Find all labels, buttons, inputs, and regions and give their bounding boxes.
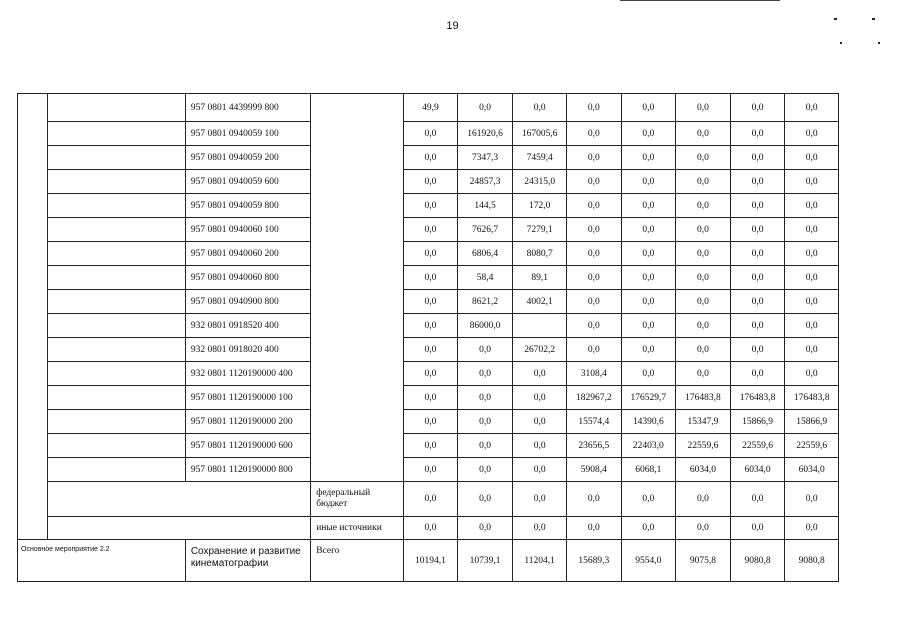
description-cell bbox=[48, 194, 186, 218]
measure-cell bbox=[18, 94, 48, 540]
description-cell bbox=[48, 410, 186, 434]
value-cell: 0,0 bbox=[621, 362, 676, 386]
value-cell: 0,0 bbox=[566, 218, 621, 242]
value-cell: 0,0 bbox=[404, 242, 458, 266]
value-cell: 6034,0 bbox=[730, 458, 785, 482]
description-cell bbox=[48, 94, 186, 122]
value-cell: 176483,8 bbox=[676, 386, 731, 410]
value-cell: 8080,7 bbox=[513, 242, 567, 266]
value-cell: 7347,3 bbox=[457, 146, 513, 170]
table-row bbox=[18, 386, 839, 410]
value-cell: 0,0 bbox=[566, 170, 621, 194]
value-cell: 0,0 bbox=[730, 146, 785, 170]
value-cell: 0,0 bbox=[566, 290, 621, 314]
value-cell: 15689,3 bbox=[566, 540, 621, 582]
value-cell: 161920,6 bbox=[457, 122, 513, 146]
funding-source-cell: иные источники bbox=[311, 517, 404, 540]
value-cell: 0,0 bbox=[566, 517, 621, 540]
value-cell: 0,0 bbox=[404, 386, 458, 410]
description-cell: Сохранение и развитие кинематографии bbox=[185, 540, 310, 582]
value-cell: 0,0 bbox=[404, 458, 458, 482]
value-cell: 10739,1 bbox=[457, 540, 513, 582]
value-cell: 0,0 bbox=[404, 482, 458, 517]
value-cell: 0,0 bbox=[621, 314, 676, 338]
value-cell: 7279,1 bbox=[513, 218, 567, 242]
measure-label-cell: Основное мероприятие 2.2 bbox=[18, 540, 186, 582]
description-cell bbox=[48, 434, 186, 458]
value-cell: 0,0 bbox=[730, 517, 785, 540]
value-cell: 0,0 bbox=[621, 517, 676, 540]
value-cell: 8621,2 bbox=[457, 290, 513, 314]
value-cell: 6034,0 bbox=[676, 458, 731, 482]
budget-code-cell: 932 0801 0918520 400 bbox=[185, 314, 310, 338]
description-cell bbox=[48, 242, 186, 266]
value-cell: 0,0 bbox=[404, 170, 458, 194]
table-row bbox=[18, 290, 839, 314]
value-cell: 0,0 bbox=[730, 290, 785, 314]
value-cell: 0,0 bbox=[730, 94, 785, 122]
value-cell: 176483,8 bbox=[785, 386, 839, 410]
value-cell: 0,0 bbox=[621, 482, 676, 517]
description-cell bbox=[48, 170, 186, 194]
value-cell: 24857,3 bbox=[457, 170, 513, 194]
value-cell: 0,0 bbox=[457, 94, 513, 122]
value-cell: 0,0 bbox=[785, 194, 839, 218]
value-cell: 0,0 bbox=[730, 242, 785, 266]
value-cell: 0,0 bbox=[676, 362, 731, 386]
value-cell: 0,0 bbox=[676, 146, 731, 170]
value-cell: 0,0 bbox=[513, 517, 567, 540]
value-cell: 0,0 bbox=[457, 458, 513, 482]
budget-table bbox=[17, 93, 839, 582]
description-cell bbox=[48, 338, 186, 362]
value-cell: 0,0 bbox=[404, 266, 458, 290]
value-cell: 176483,8 bbox=[730, 386, 785, 410]
description-cell bbox=[48, 517, 311, 540]
funding-source-cell: Всего bbox=[311, 540, 404, 582]
value-cell: 0,0 bbox=[676, 218, 731, 242]
value-cell: 0,0 bbox=[457, 386, 513, 410]
value-cell: 0,0 bbox=[566, 266, 621, 290]
value-cell: 0,0 bbox=[621, 122, 676, 146]
value-cell: 0,0 bbox=[676, 266, 731, 290]
table-row bbox=[18, 266, 839, 290]
budget-code-cell: 932 0801 1120190000 400 bbox=[185, 362, 310, 386]
budget-code-cell: 957 0801 0940060 200 bbox=[185, 242, 310, 266]
value-cell: 0,0 bbox=[621, 94, 676, 122]
value-cell: 0,0 bbox=[730, 218, 785, 242]
value-cell: 0,0 bbox=[730, 314, 785, 338]
value-cell: 0,0 bbox=[457, 410, 513, 434]
budget-code-cell: 957 0801 1120190000 100 bbox=[185, 386, 310, 410]
value-cell: 9075,8 bbox=[676, 540, 731, 582]
scan-artifact-line bbox=[620, 0, 780, 3]
funding-source-cell: федеральный бюджет bbox=[311, 482, 404, 517]
value-cell: 0,0 bbox=[621, 266, 676, 290]
value-cell: 24315,0 bbox=[513, 170, 567, 194]
description-cell bbox=[48, 218, 186, 242]
value-cell: 15866,9 bbox=[785, 410, 839, 434]
value-cell: 7459,4 bbox=[513, 146, 567, 170]
value-cell: 0,0 bbox=[730, 194, 785, 218]
value-cell: 0,0 bbox=[621, 242, 676, 266]
value-cell: 4002,1 bbox=[513, 290, 567, 314]
description-cell bbox=[48, 386, 186, 410]
table-row bbox=[18, 218, 839, 242]
value-cell: 7626,7 bbox=[457, 218, 513, 242]
value-cell: 167005,6 bbox=[513, 122, 567, 146]
value-cell: 182967,2 bbox=[566, 386, 621, 410]
budget-code-cell: 957 0801 0940059 800 bbox=[185, 194, 310, 218]
value-cell: 15347,9 bbox=[676, 410, 731, 434]
value-cell: 0,0 bbox=[404, 338, 458, 362]
value-cell: 10194,1 bbox=[404, 540, 458, 582]
value-cell: 0,0 bbox=[621, 170, 676, 194]
value-cell: 0,0 bbox=[566, 242, 621, 266]
value-cell: 0,0 bbox=[513, 434, 567, 458]
table-row bbox=[18, 338, 839, 362]
description-cell bbox=[48, 146, 186, 170]
value-cell: 0,0 bbox=[404, 122, 458, 146]
value-cell: 15574,4 bbox=[566, 410, 621, 434]
value-cell: 6034,0 bbox=[785, 458, 839, 482]
table-row bbox=[18, 517, 839, 540]
value-cell: 6068,1 bbox=[621, 458, 676, 482]
value-cell: 144,5 bbox=[457, 194, 513, 218]
value-cell: 0,0 bbox=[457, 434, 513, 458]
value-cell: 0,0 bbox=[404, 194, 458, 218]
value-cell: 0,0 bbox=[785, 242, 839, 266]
value-cell: 0,0 bbox=[457, 482, 513, 517]
budget-code-cell: 957 0801 0940059 600 bbox=[185, 170, 310, 194]
table-row bbox=[18, 94, 839, 122]
value-cell: 0,0 bbox=[566, 314, 621, 338]
table-row bbox=[18, 146, 839, 170]
value-cell: 172,0 bbox=[513, 194, 567, 218]
scan-artifact-dot bbox=[878, 42, 880, 44]
value-cell: 3108,4 bbox=[566, 362, 621, 386]
value-cell: 0,0 bbox=[621, 146, 676, 170]
value-cell: 0,0 bbox=[676, 94, 731, 122]
table-row bbox=[18, 194, 839, 218]
value-cell: 0,0 bbox=[676, 338, 731, 362]
description-cell bbox=[48, 458, 186, 482]
table-body bbox=[18, 94, 839, 582]
value-cell: 0,0 bbox=[730, 362, 785, 386]
description-cell bbox=[48, 266, 186, 290]
value-cell: 0,0 bbox=[676, 170, 731, 194]
value-cell: 0,0 bbox=[566, 94, 621, 122]
value-cell: 0,0 bbox=[676, 517, 731, 540]
value-cell: 0,0 bbox=[785, 314, 839, 338]
value-cell: 0,0 bbox=[513, 482, 567, 517]
value-cell: 176529,7 bbox=[621, 386, 676, 410]
value-cell: 0,0 bbox=[785, 122, 839, 146]
value-cell: 5908,4 bbox=[566, 458, 621, 482]
value-cell: 0,0 bbox=[513, 386, 567, 410]
value-cell: 9080,8 bbox=[730, 540, 785, 582]
value-cell: 49,9 bbox=[404, 94, 458, 122]
value-cell: 0,0 bbox=[785, 218, 839, 242]
value-cell: 0,0 bbox=[785, 290, 839, 314]
value-cell: 0,0 bbox=[457, 362, 513, 386]
value-cell: 11204,1 bbox=[513, 540, 567, 582]
value-cell: 0,0 bbox=[513, 362, 567, 386]
budget-code-cell: 957 0801 1120190000 200 bbox=[185, 410, 310, 434]
value-cell: 0,0 bbox=[785, 266, 839, 290]
value-cell: 0,0 bbox=[404, 314, 458, 338]
value-cell: 0,0 bbox=[730, 482, 785, 517]
value-cell: 0,0 bbox=[566, 146, 621, 170]
value-cell: 6806,4 bbox=[457, 242, 513, 266]
value-cell: 0,0 bbox=[404, 410, 458, 434]
value-cell: 22559,6 bbox=[785, 434, 839, 458]
budget-code-cell: 957 0801 0940059 200 bbox=[185, 146, 310, 170]
value-cell: 0,0 bbox=[730, 170, 785, 194]
value-cell: 22403,0 bbox=[621, 434, 676, 458]
value-cell: 9554,0 bbox=[621, 540, 676, 582]
value-cell: 0,0 bbox=[621, 338, 676, 362]
value-cell: 58,4 bbox=[457, 266, 513, 290]
value-cell: 0,0 bbox=[785, 517, 839, 540]
table-row bbox=[18, 242, 839, 266]
value-cell: 0,0 bbox=[404, 517, 458, 540]
value-cell: 14390,6 bbox=[621, 410, 676, 434]
value-cell: 86000,0 bbox=[457, 314, 513, 338]
budget-code-cell: 957 0801 0940060 100 bbox=[185, 218, 310, 242]
description-cell bbox=[48, 482, 311, 517]
table-row bbox=[18, 170, 839, 194]
value-cell: 0,0 bbox=[457, 517, 513, 540]
table-row bbox=[18, 122, 839, 146]
value-cell: 0,0 bbox=[730, 338, 785, 362]
value-cell: 89,1 bbox=[513, 266, 567, 290]
scan-artifact-dot bbox=[840, 42, 842, 44]
value-cell bbox=[513, 314, 567, 338]
value-cell: 0,0 bbox=[404, 146, 458, 170]
table-row bbox=[18, 314, 839, 338]
value-cell: 9080,8 bbox=[785, 540, 839, 582]
value-cell: 0,0 bbox=[730, 122, 785, 146]
value-cell: 0,0 bbox=[566, 122, 621, 146]
value-cell: 0,0 bbox=[621, 290, 676, 314]
value-cell: 0,0 bbox=[513, 94, 567, 122]
value-cell: 0,0 bbox=[785, 146, 839, 170]
value-cell: 0,0 bbox=[676, 290, 731, 314]
value-cell: 0,0 bbox=[730, 266, 785, 290]
description-cell bbox=[48, 314, 186, 338]
page-number: 19 bbox=[446, 20, 459, 32]
budget-code-cell: 932 0801 0918020 400 bbox=[185, 338, 310, 362]
description-cell bbox=[48, 362, 186, 386]
value-cell: 0,0 bbox=[566, 194, 621, 218]
value-cell: 0,0 bbox=[404, 218, 458, 242]
table-row bbox=[18, 410, 839, 434]
value-cell: 0,0 bbox=[676, 122, 731, 146]
value-cell: 0,0 bbox=[513, 410, 567, 434]
value-cell: 0,0 bbox=[404, 434, 458, 458]
value-cell: 0,0 bbox=[785, 170, 839, 194]
value-cell: 0,0 bbox=[785, 338, 839, 362]
value-cell: 0,0 bbox=[785, 482, 839, 517]
value-cell: 0,0 bbox=[457, 338, 513, 362]
value-cell: 22559,6 bbox=[730, 434, 785, 458]
value-cell: 0,0 bbox=[676, 194, 731, 218]
value-cell: 0,0 bbox=[785, 362, 839, 386]
value-cell: 0,0 bbox=[566, 338, 621, 362]
budget-code-cell: 957 0801 0940900 800 bbox=[185, 290, 310, 314]
value-cell: 0,0 bbox=[621, 218, 676, 242]
value-cell: 0,0 bbox=[513, 458, 567, 482]
value-cell: 0,0 bbox=[676, 314, 731, 338]
source-cell bbox=[311, 94, 404, 482]
budget-code-cell: 957 0801 0940059 100 bbox=[185, 122, 310, 146]
value-cell: 0,0 bbox=[404, 362, 458, 386]
table-row bbox=[18, 458, 839, 482]
table-row bbox=[18, 540, 839, 582]
description-cell bbox=[48, 122, 186, 146]
budget-code-cell: 957 0801 1120190000 800 bbox=[185, 458, 310, 482]
value-cell: 23656,5 bbox=[566, 434, 621, 458]
table-row bbox=[18, 362, 839, 386]
value-cell: 15866,9 bbox=[730, 410, 785, 434]
value-cell: 0,0 bbox=[785, 94, 839, 122]
value-cell: 0,0 bbox=[676, 242, 731, 266]
value-cell: 26702,2 bbox=[513, 338, 567, 362]
value-cell: 0,0 bbox=[566, 482, 621, 517]
description-cell bbox=[48, 290, 186, 314]
budget-code-cell: 957 0801 1120190000 600 bbox=[185, 434, 310, 458]
value-cell: 0,0 bbox=[404, 290, 458, 314]
table-row bbox=[18, 482, 839, 517]
value-cell: 0,0 bbox=[621, 194, 676, 218]
budget-code-cell: 957 0801 4439999 800 bbox=[185, 94, 310, 122]
budget-code-cell: 957 0801 0940060 800 bbox=[185, 266, 310, 290]
value-cell: 22559,6 bbox=[676, 434, 731, 458]
value-cell: 0,0 bbox=[676, 482, 731, 517]
table-row bbox=[18, 434, 839, 458]
